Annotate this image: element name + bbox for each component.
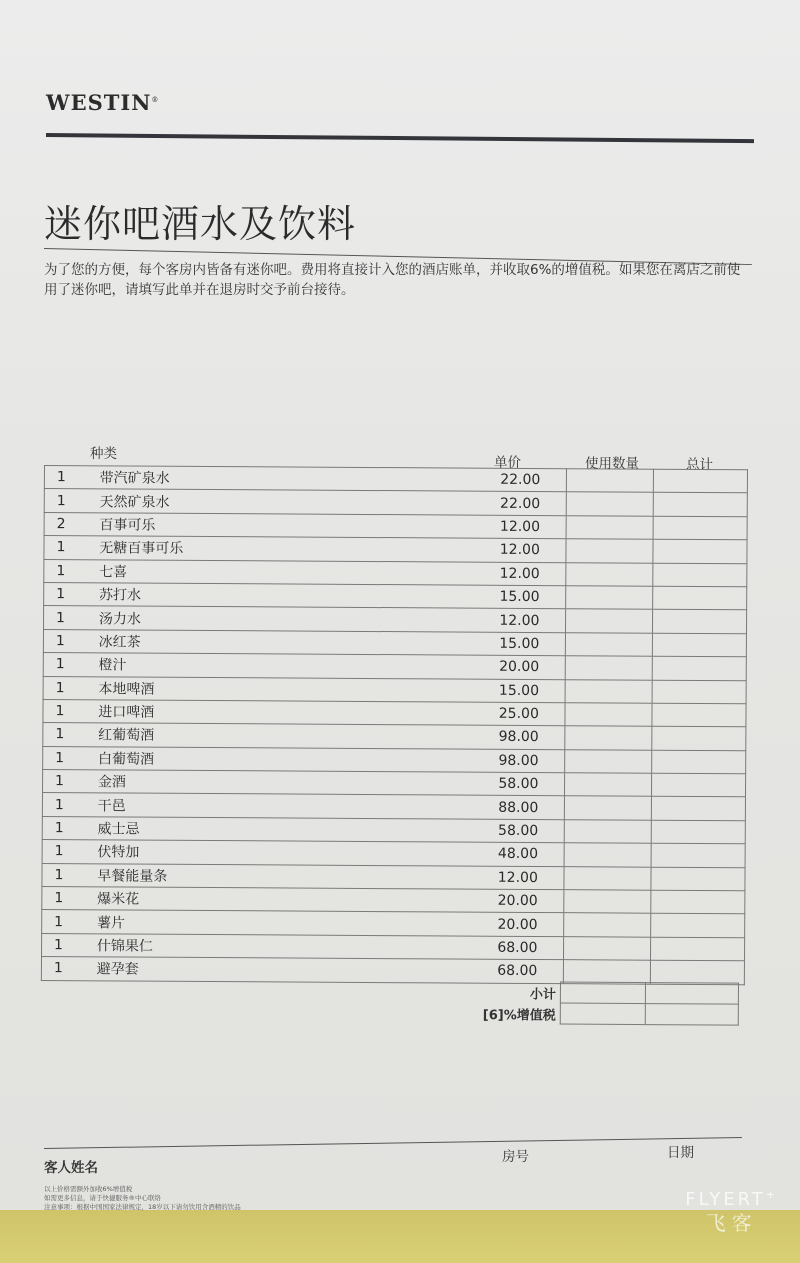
item-price: 20.00 (432, 912, 565, 936)
vat-quantity-cell[interactable] (560, 1003, 645, 1025)
item-name: 金酒 (98, 770, 433, 795)
item-quantity-cell[interactable] (565, 726, 651, 750)
item-price: 12.00 (434, 561, 567, 585)
item-count: 1 (42, 770, 97, 794)
item-total-cell[interactable] (652, 610, 747, 634)
item-quantity-cell[interactable] (566, 632, 652, 656)
item-name: 白葡萄酒 (98, 747, 433, 772)
item-total-cell[interactable] (652, 563, 747, 587)
column-header-category: 种类 (90, 446, 117, 462)
vat-amount-cell[interactable] (645, 1004, 738, 1026)
item-price: 58.00 (433, 772, 566, 796)
item-price: 12.00 (434, 538, 567, 562)
intro-text: 为了您的方便，每个客房内皆备有迷你吧。费用将直接计入您的酒店账单，并收取6%的增值税。如果您在离店之前使用了迷你吧，请填写此单并在退房时交予前台接待。 (44, 262, 741, 298)
item-quantity-cell[interactable] (566, 609, 652, 633)
item-count: 1 (41, 957, 96, 981)
item-total-cell[interactable] (651, 727, 746, 751)
item-name: 百事可乐 (99, 513, 434, 538)
item-name: 带汽矿泉水 (100, 466, 435, 491)
item-total-cell[interactable] (652, 703, 747, 727)
item-name: 早餐能量条 (97, 863, 432, 888)
item-price: 48.00 (432, 842, 565, 866)
item-count: 1 (41, 933, 96, 957)
item-total-cell[interactable] (652, 656, 747, 680)
item-name: 汤力水 (99, 606, 434, 631)
table-surface (0, 1210, 800, 1263)
subtotal-row (470, 982, 739, 1005)
item-count: 1 (43, 699, 98, 723)
item-name: 天然矿泉水 (99, 489, 434, 514)
item-count: 1 (42, 863, 97, 887)
item-count: 2 (44, 512, 99, 536)
item-quantity-cell[interactable] (565, 703, 651, 727)
item-count: 1 (43, 746, 98, 770)
item-price: 22.00 (434, 491, 567, 515)
watermark-plus: + (765, 1188, 778, 1201)
logo-trademark: ® (151, 96, 160, 104)
item-count: 1 (43, 629, 98, 653)
item-count: 1 (43, 676, 98, 700)
item-total-cell[interactable] (651, 797, 746, 821)
westin-logo (46, 90, 159, 115)
item-price: 98.00 (433, 725, 566, 749)
column-header-quantity: 使用数量 (585, 456, 639, 472)
fine-print-contact: 如需更多信息，请于快捷服务®中心联络 (44, 1194, 161, 1202)
item-total-cell[interactable] (652, 633, 747, 657)
item-count: 1 (44, 559, 99, 583)
item-name: 薯片 (97, 910, 432, 935)
subtotal-label: 小计 (529, 986, 556, 1003)
logo-text: WESTIN (46, 90, 152, 115)
item-name: 红葡萄酒 (98, 723, 433, 748)
item-name: 本地啤酒 (98, 676, 433, 701)
item-price: 22.00 (434, 468, 567, 492)
item-name: 伏特加 (97, 840, 432, 865)
guest-name-label: 客人姓名 (44, 1160, 98, 1176)
column-header-total: 总计 (686, 457, 713, 473)
item-price: 58.00 (432, 819, 565, 843)
item-quantity-cell[interactable] (565, 796, 651, 820)
item-row (41, 957, 744, 985)
item-quantity-cell[interactable] (564, 913, 650, 937)
item-price: 12.00 (434, 515, 567, 539)
item-count: 1 (44, 466, 99, 490)
item-price: 15.00 (434, 585, 567, 609)
item-count: 1 (42, 910, 97, 934)
item-total-cell[interactable] (651, 773, 746, 797)
item-quantity-cell[interactable] (564, 866, 650, 890)
item-price: 25.00 (433, 702, 566, 726)
item-quantity-cell[interactable] (565, 749, 651, 773)
item-count: 1 (44, 489, 99, 513)
item-total-cell[interactable] (651, 750, 746, 774)
item-count: 1 (42, 793, 97, 817)
item-total-cell[interactable] (650, 890, 745, 914)
item-count: 1 (44, 582, 99, 606)
item-price: 20.00 (433, 655, 566, 679)
date-label: 日期 (667, 1145, 694, 1161)
item-quantity-cell[interactable] (564, 890, 650, 914)
vat-row (470, 1002, 739, 1025)
page-title: 迷你吧酒水及饮料 (44, 202, 357, 246)
watermark-chinese: 飞客 (705, 1211, 758, 1235)
watermark-latin: FLYERT (685, 1189, 766, 1210)
item-count: 1 (44, 536, 99, 560)
item-quantity-cell[interactable] (566, 515, 652, 539)
item-price: 20.00 (432, 889, 565, 913)
subtotal-amount-cell[interactable] (645, 983, 738, 1005)
totals-table (470, 981, 739, 1026)
item-total-cell[interactable] (651, 867, 746, 891)
item-quantity-cell[interactable] (565, 679, 651, 703)
item-name: 干邑 (98, 793, 433, 818)
item-price: 15.00 (433, 678, 566, 702)
item-name: 冰红茶 (99, 630, 434, 655)
item-total-cell[interactable] (652, 586, 747, 610)
item-quantity-cell[interactable] (567, 469, 653, 493)
item-name: 橙汁 (98, 653, 433, 678)
item-price: 88.00 (432, 795, 565, 819)
item-name: 什锦果仁 (97, 934, 432, 959)
fine-print-vat: 以上价格需额外加收6%增值税 (44, 1185, 133, 1193)
item-name: 进口啤酒 (98, 700, 433, 725)
item-total-cell[interactable] (651, 843, 746, 867)
item-price: 98.00 (433, 749, 566, 773)
item-quantity-cell[interactable] (565, 820, 651, 844)
minibar-items-table (41, 465, 748, 985)
item-name: 避孕套 (97, 957, 432, 982)
item-count: 1 (43, 653, 98, 677)
item-total-cell[interactable] (650, 960, 745, 984)
item-total-cell[interactable] (651, 820, 746, 844)
item-count: 1 (43, 606, 98, 630)
item-price: 12.00 (432, 866, 565, 890)
item-name: 苏打水 (99, 583, 434, 608)
item-quantity-cell[interactable] (566, 562, 652, 586)
item-name: 无糖百事可乐 (99, 536, 434, 561)
item-total-cell[interactable] (653, 539, 748, 563)
fine-print-notice: 注意事项：根据中国国家法律规定，18岁以下请勿饮用含酒精的饮品 (44, 1203, 241, 1211)
vat-label: [6]%增值税 (482, 1007, 556, 1024)
item-total-cell[interactable] (653, 493, 748, 517)
item-quantity-cell[interactable] (565, 773, 651, 797)
item-price: 68.00 (432, 936, 565, 960)
item-total-cell[interactable] (650, 937, 745, 961)
item-quantity-cell[interactable] (566, 656, 652, 680)
item-count: 1 (42, 887, 97, 911)
item-count: 1 (42, 840, 97, 864)
item-price: 12.00 (434, 608, 567, 632)
room-number-label: 房号 (502, 1149, 529, 1165)
item-name: 爆米花 (97, 887, 432, 912)
item-quantity-cell[interactable] (564, 843, 650, 867)
item-quantity-cell[interactable] (567, 492, 653, 516)
item-count: 1 (43, 723, 98, 747)
column-header-price: 单价 (494, 455, 521, 471)
item-quantity-cell[interactable] (566, 586, 652, 610)
item-total-cell[interactable] (653, 469, 748, 493)
item-quantity-cell[interactable] (566, 539, 652, 563)
item-total-cell[interactable] (653, 516, 748, 540)
item-name: 威士忌 (97, 817, 432, 842)
item-price: 68.00 (431, 959, 564, 983)
item-count: 1 (42, 816, 97, 840)
item-total-cell[interactable] (652, 680, 747, 704)
subtotal-quantity-cell[interactable] (560, 982, 645, 1004)
item-price: 15.00 (433, 632, 566, 656)
item-name: 七喜 (99, 559, 434, 584)
item-quantity-cell[interactable] (564, 936, 650, 960)
flyert-watermark (685, 1188, 778, 1236)
item-total-cell[interactable] (650, 914, 745, 938)
item-quantity-cell[interactable] (564, 960, 650, 984)
